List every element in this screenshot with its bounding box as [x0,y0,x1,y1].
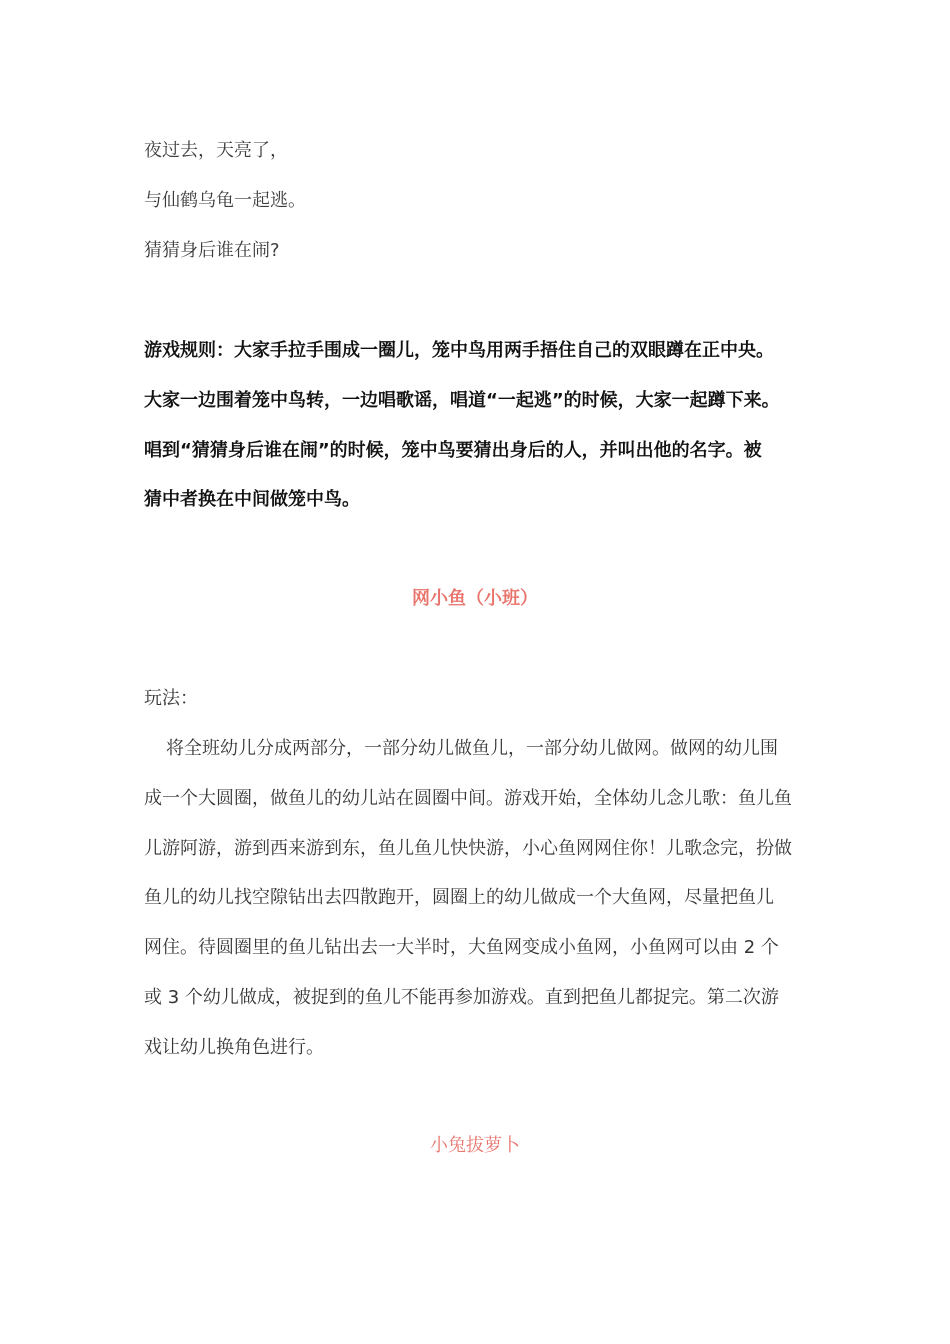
fish-line-2: 成一个大圆圈，做鱼儿的幼儿站在圆圈中间。游戏开始，全体幼儿念儿歌：鱼儿鱼 [144,788,792,809]
rules-line-3: 唱到“猜猜身后谁在闹”的时候，笼中鸟要猜出身后的人，并叫出他的名字。被 [144,440,762,461]
fish-line-1: 将全班幼儿分成两部分，一部分幼儿做鱼儿，一部分幼儿做网。做网的幼儿围 [166,738,778,759]
section-title-rabbit: 小兔拔萝卜 [430,1135,520,1156]
fish-line-5: 网住。待圆圈里的鱼儿钻出去一大半时，大鱼网变成小鱼网，小鱼网可以由 2 个 [144,937,779,958]
play-label: 玩法： [144,688,198,709]
fish-line-6: 或 3 个幼儿做成，被捉到的鱼儿不能再参加游戏。直到把鱼儿都捉完。第二次游 [144,987,779,1008]
rules-line-2: 大家一边围着笼中鸟转，一边唱歌谣，唱道“一起逃”的时候，大家一起蹲下来。 [144,390,780,411]
rules-line-4: 猜中者换在中间做笼中鸟。 [144,489,360,510]
poem-line-2: 与仙鹤乌龟一起逃。 [144,190,306,211]
section-title-fish: 网小鱼（小班） [412,588,538,609]
poem-line-3: 猜猜身后谁在闹? [144,240,280,261]
fish-line-3: 儿游阿游，游到西来游到东，鱼儿鱼儿快快游，小心鱼网网住你！儿歌念完，扮做 [144,838,792,859]
fish-line-4: 鱼儿的幼儿找空隙钻出去四散跑开，圆圈上的幼儿做成一个大鱼网，尽量把鱼儿 [144,887,774,908]
fish-line-7: 戏让幼儿换角色进行。 [144,1037,324,1058]
poem-line-1: 夜过去，天亮了， [144,140,288,161]
rules-line-1: 游戏规则：大家手拉手围成一圈儿，笼中鸟用两手捂住自己的双眼蹲在正中央。 [144,340,774,361]
